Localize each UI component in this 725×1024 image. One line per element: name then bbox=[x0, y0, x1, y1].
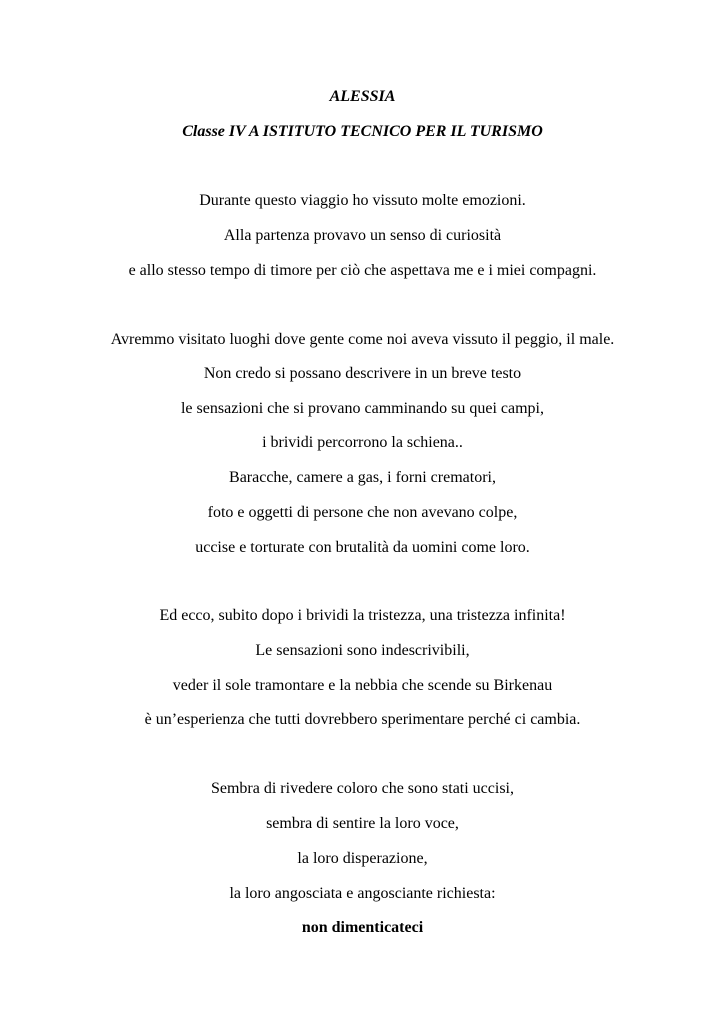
poem-line: Durante questo viaggio ho vissuto molte emozioni. bbox=[199, 192, 526, 209]
poem-line: Non credo si possano descrivere in un breve testo bbox=[203, 365, 522, 382]
poem-line: Ed ecco, subito dopo i brividi la tristezza, una tristezza infinita! bbox=[159, 607, 566, 624]
poem-line: la loro disperazione, bbox=[297, 850, 428, 867]
poem-line: veder il sole tramontare e la nebbia che scende su Birkenau bbox=[172, 677, 553, 694]
poem-line: Alla partenza provavo un senso di curiosità bbox=[223, 227, 502, 244]
poem-line: Baracche, camere a gas, i forni crematori, bbox=[229, 469, 496, 486]
poem-line: è un’esperienza che tutti dovrebbero sperimentare perché ci cambia. bbox=[144, 711, 581, 728]
poem-line: uccise e torturate con brutalità da uomini come loro. bbox=[195, 539, 530, 556]
closing-line: non dimenticateci bbox=[301, 919, 424, 936]
poem-line: Le sensazioni sono indescrivibili, bbox=[255, 642, 470, 659]
poem-line: i brividi percorrono la schiena.. bbox=[262, 434, 463, 451]
poem-line: Avremmo visitato luoghi dove gente come noi aveva vissuto il peggio, il male. bbox=[110, 331, 615, 348]
poem-line: sembra di sentire la loro voce, bbox=[266, 815, 459, 832]
poem-line: e allo stesso tempo di timore per ciò che aspettava me e i miei compagni. bbox=[128, 262, 597, 279]
class-line: Classe IV A ISTITUTO TECNICO PER IL TURISMO bbox=[182, 123, 543, 140]
poem-line: Sembra di rivedere coloro che sono stati uccisi, bbox=[210, 780, 514, 797]
poem-line: la loro angosciata e angosciante richiesta: bbox=[229, 885, 496, 902]
poem-line: foto e oggetti di persone che non avevano colpe, bbox=[207, 504, 518, 521]
author-name: ALESSIA bbox=[329, 88, 396, 105]
poem-line: le sensazioni che si provano camminando su quei campi, bbox=[180, 400, 544, 417]
